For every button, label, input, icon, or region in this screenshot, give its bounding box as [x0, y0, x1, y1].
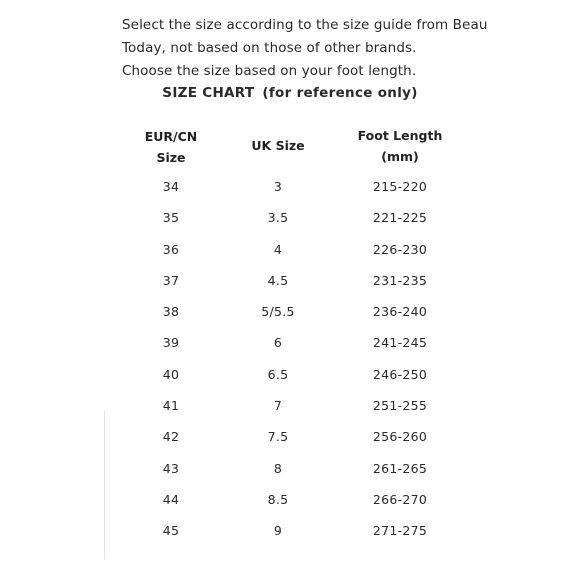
cell-foot-length: 256-260 [372, 429, 428, 445]
edge-shadow [104, 410, 108, 560]
header-foot-length [340, 125, 460, 167]
table-row [0, 426, 580, 457]
cell-uk-size: 9 [273, 523, 283, 539]
header-foot-line1: Foot Length [357, 128, 443, 143]
cell-uk-size: 8 [273, 460, 283, 476]
cell-eur-size: 39 [162, 335, 180, 351]
cell-eur-size: 41 [162, 398, 180, 414]
header-eur-line2: Size [156, 150, 186, 165]
cell-foot-length: 251-255 [372, 398, 428, 414]
table-row [0, 239, 580, 270]
table-body [0, 176, 580, 552]
table-row [0, 207, 580, 238]
table-row [0, 364, 580, 395]
header-eur-line1: EUR/CN [144, 129, 198, 144]
cell-eur-size: 40 [162, 366, 180, 382]
cell-uk-size: 6.5 [267, 366, 289, 382]
intro-line-2: Today, not based on those of other brands. [122, 40, 417, 56]
cell-eur-size: 45 [162, 523, 180, 539]
cell-foot-length: 241-245 [372, 335, 428, 351]
table-row [0, 520, 580, 551]
cell-uk-size: 7.5 [267, 429, 289, 445]
cell-eur-size: 34 [162, 179, 180, 194]
intro-text [122, 14, 562, 83]
header-eur-cn-size [111, 126, 231, 168]
header-foot-line2: (mm) [381, 149, 419, 164]
intro-line-1: Select the size according to the size guide from Beau [122, 17, 488, 33]
cell-uk-size: 5/5.5 [261, 304, 295, 320]
cell-eur-size: 37 [162, 272, 180, 288]
cell-foot-length: 266-270 [372, 491, 428, 507]
cell-foot-length: 215-220 [372, 179, 428, 194]
cell-uk-size: 3.5 [267, 210, 289, 226]
table-row [0, 176, 580, 207]
cell-foot-length: 236-240 [372, 304, 428, 320]
cell-foot-length: 271-275 [372, 523, 428, 539]
cell-eur-size: 43 [162, 460, 180, 476]
cell-uk-size: 3 [273, 179, 283, 194]
cell-foot-length: 221-225 [372, 210, 428, 226]
cell-eur-size: 44 [162, 491, 180, 507]
table-row [0, 301, 580, 332]
table-row [0, 270, 580, 301]
table-row [0, 458, 580, 489]
intro-line-3: Choose the size based on your foot length. [122, 63, 417, 79]
cell-uk-size: 7 [273, 398, 283, 414]
cell-eur-size: 42 [162, 429, 180, 445]
table-row [0, 489, 580, 520]
cell-foot-length: 261-265 [372, 460, 428, 476]
header-uk-size [218, 135, 338, 156]
cell-uk-size: 8.5 [267, 491, 289, 507]
cell-foot-length: 246-250 [372, 366, 428, 382]
cell-uk-size: 6 [273, 335, 283, 351]
header-uk-label: UK Size [251, 138, 305, 153]
cell-foot-length: 226-230 [372, 241, 428, 257]
chart-title-subtitle: (for reference only) [262, 85, 418, 101]
cell-foot-length: 231-235 [372, 272, 428, 288]
table-row [0, 332, 580, 363]
chart-title [0, 85, 580, 101]
table-row [0, 395, 580, 426]
cell-eur-size: 35 [162, 210, 180, 226]
cell-uk-size: 4 [273, 241, 283, 257]
cell-uk-size: 4.5 [267, 272, 289, 288]
chart-title-main: SIZE CHART [162, 85, 255, 101]
cell-eur-size: 38 [162, 304, 180, 320]
cell-eur-size: 36 [162, 241, 180, 257]
